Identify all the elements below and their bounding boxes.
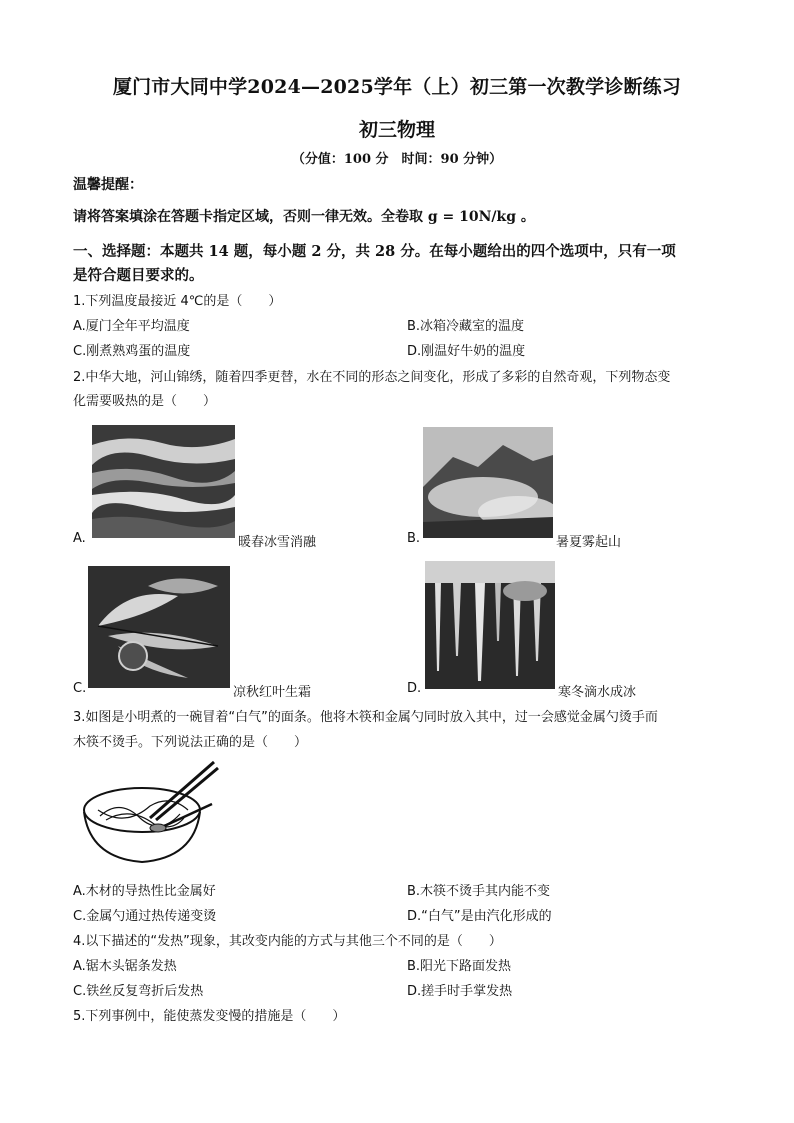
q3-stem-line1: 3.如图是小明煮的一碗冒着“白气”的面条。他将木筷和金属勺同时放入其中，过一会感觉金属勺烫手而	[73, 710, 658, 725]
q1-option-b[interactable]: B.冰箱冷藏室的温度	[407, 319, 525, 334]
frosted-leaf-photo-icon	[88, 566, 230, 688]
q3-option-b[interactable]: B.木筷不烫手其内能不变	[407, 884, 551, 899]
q2-stem-line2: 化需要吸热的是（ ）	[73, 394, 217, 409]
q2-option-b-letter[interactable]: B.	[407, 531, 421, 546]
exam-meta: （分值：100 分 时间：90 分钟）	[291, 152, 503, 167]
q2-stem-line1: 2.中华大地，河山锦绣，随着四季更替，水在不同的形态之间变化，形成了多彩的自然奇观，下列物态变	[73, 370, 671, 385]
q4-option-d[interactable]: D.搓手时手掌发热	[407, 984, 513, 999]
q4-option-a[interactable]: A.锯木头锯条发热	[73, 959, 177, 974]
q2-option-c-caption: 凉秋红叶生霜	[233, 685, 312, 700]
q1-option-c[interactable]: C.刚煮熟鸡蛋的温度	[73, 344, 191, 359]
section1-heading-line2: 是符合题目要求的。	[73, 267, 204, 284]
q2-option-c-letter[interactable]: C.	[73, 681, 87, 696]
q1-stem: 1.下列温度最接近 4℃的是（ ）	[73, 294, 282, 309]
q1-option-a[interactable]: A.厦门全年平均温度	[73, 319, 190, 334]
exam-subject: 初三物理	[358, 119, 435, 141]
noodle-bowl-illustration-icon	[80, 758, 220, 870]
q3-option-c[interactable]: C.金属勺通过热传递变烫	[73, 909, 217, 924]
q2-option-a-caption: 暖春冰雪消融	[238, 535, 317, 550]
melting-ice-photo-icon	[92, 425, 235, 538]
q3-option-d[interactable]: D.“白气”是由汽化形成的	[407, 909, 552, 924]
icicles-photo-icon	[425, 561, 555, 689]
q4-option-b[interactable]: B.阳光下路面发热	[407, 959, 512, 974]
q2-option-d-letter[interactable]: D.	[407, 681, 422, 696]
q5-stem: 5.下列事例中，能使蒸发变慢的措施是（ ）	[73, 1009, 346, 1024]
exam-title: 厦门市大同中学2024—2025学年（上）初三第一次教学诊断练习	[112, 76, 682, 98]
q2-option-a-letter[interactable]: A.	[73, 531, 86, 546]
notice-text: 请将答案填涂在答题卡指定区域，否则一律无效。全卷取 g = 10N/kg 。	[73, 209, 535, 225]
q3-stem-line2: 木筷不烫手。下列说法正确的是（ ）	[73, 735, 308, 750]
section1-heading-line1: 一、选择题：本题共 14 题，每小题 2 分，共 28 分。在每小题给出的四个选项中，只有一项	[73, 243, 676, 260]
q1-option-d[interactable]: D.刚温好牛奶的温度	[407, 344, 526, 359]
q2-option-b-caption: 暑夏雾起山	[556, 535, 622, 550]
q3-option-a[interactable]: A.木材的导热性比金属好	[73, 884, 216, 899]
notice-label: 温馨提醒：	[73, 177, 143, 193]
foggy-mountain-photo-icon	[423, 427, 553, 538]
q4-stem: 4.以下描述的“发热”现象，其改变内能的方式与其他三个不同的是（ ）	[73, 934, 502, 949]
q4-option-c[interactable]: C.铁丝反复弯折后发热	[73, 984, 204, 999]
q2-option-d-caption: 寒冬滴水成冰	[558, 685, 637, 700]
